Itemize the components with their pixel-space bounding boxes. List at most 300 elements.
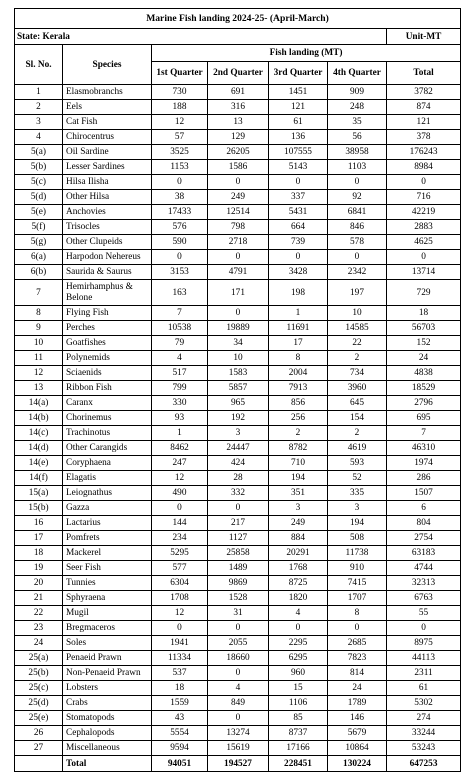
row-q2: 849 <box>208 696 269 711</box>
row-q4: 8 <box>328 606 387 621</box>
row-q1: 0 <box>152 501 208 516</box>
row-q3: 20291 <box>269 546 328 561</box>
row-sl-no: 9 <box>15 321 63 336</box>
row-q2: 171 <box>208 280 269 306</box>
row-q4: 0 <box>328 250 387 265</box>
row-q1: 188 <box>152 100 208 115</box>
table-row <box>15 606 461 621</box>
row-q4: 154 <box>328 411 387 426</box>
row-q2: 0 <box>208 621 269 636</box>
row-total: 18 <box>387 306 461 321</box>
row-q3: 8 <box>269 351 328 366</box>
row-q4: 814 <box>328 666 387 681</box>
table-row <box>15 381 461 396</box>
row-total: 716 <box>387 190 461 205</box>
row-species: Polynemids <box>63 351 152 366</box>
row-q4: 52 <box>328 471 387 486</box>
row-q1: 3525 <box>152 145 208 160</box>
table-row <box>15 321 461 336</box>
row-sl-no: 2 <box>15 100 63 115</box>
row-q1: 0 <box>152 621 208 636</box>
row-q1: 576 <box>152 220 208 235</box>
row-species: Leiognathus <box>63 486 152 501</box>
row-total: 4744 <box>387 561 461 576</box>
row-species: Lobsters <box>63 681 152 696</box>
row-q3: 0 <box>269 250 328 265</box>
row-q2: 2055 <box>208 636 269 651</box>
row-q3: 337 <box>269 190 328 205</box>
table-row <box>15 681 461 696</box>
row-q1: 330 <box>152 396 208 411</box>
row-q3: 8725 <box>269 576 328 591</box>
row-q4: 2342 <box>328 265 387 280</box>
row-q4: 6841 <box>328 205 387 220</box>
row-species: Chorinemus <box>63 411 152 426</box>
table-row <box>15 85 461 100</box>
row-q2: 965 <box>208 396 269 411</box>
row-q1: 7 <box>152 306 208 321</box>
fish-landing-table <box>14 8 461 772</box>
row-species: Eels <box>63 100 152 115</box>
row-q3: 256 <box>269 411 328 426</box>
row-q3: 1820 <box>269 591 328 606</box>
row-species: Cephalopods <box>63 726 152 741</box>
row-q1: 799 <box>152 381 208 396</box>
table-row <box>15 501 461 516</box>
row-total: 32313 <box>387 576 461 591</box>
row-total: 804 <box>387 516 461 531</box>
row-q4: 5679 <box>328 726 387 741</box>
table-row <box>15 100 461 115</box>
table-row <box>15 696 461 711</box>
row-q1: 8462 <box>152 441 208 456</box>
row-q2: 0 <box>208 175 269 190</box>
table-row <box>15 190 461 205</box>
row-sl-no: 12 <box>15 366 63 381</box>
row-total: 274 <box>387 711 461 726</box>
row-q3: 15 <box>269 681 328 696</box>
row-sl-no: 5(a) <box>15 145 63 160</box>
row-q3: 198 <box>269 280 328 306</box>
row-total: 7 <box>387 426 461 441</box>
row-q4: 146 <box>328 711 387 726</box>
row-species: Bregmaceros <box>63 621 152 636</box>
header-species: Species <box>63 45 152 85</box>
header-q4: 4th Quarter <box>328 62 387 85</box>
row-species: Lactarius <box>63 516 152 531</box>
row-total: 3782 <box>387 85 461 100</box>
fish-landing-report <box>14 8 460 772</box>
row-q1: 79 <box>152 336 208 351</box>
table-row <box>15 711 461 726</box>
row-sl-no: 5(c) <box>15 175 63 190</box>
row-total: 0 <box>387 175 461 190</box>
total-row-label: Total <box>63 756 152 772</box>
row-q1: 12 <box>152 115 208 130</box>
table-row <box>15 145 461 160</box>
row-q1: 12 <box>152 471 208 486</box>
row-species: Pomfrets <box>63 531 152 546</box>
row-species: Hemirhamphus & Belone <box>63 280 152 306</box>
table-row <box>15 235 461 250</box>
row-total: 378 <box>387 130 461 145</box>
row-species: Lesser Sardines <box>63 160 152 175</box>
table-row <box>15 726 461 741</box>
row-q2: 19889 <box>208 321 269 336</box>
table-title: Marine Fish landing 2024-25- (April-March) <box>15 9 461 29</box>
row-total: 42219 <box>387 205 461 220</box>
row-q3: 2295 <box>269 636 328 651</box>
row-species: Gazza <box>63 501 152 516</box>
row-species: Sciaenids <box>63 366 152 381</box>
row-q1: 18 <box>152 681 208 696</box>
row-q1: 5295 <box>152 546 208 561</box>
table-row <box>15 205 461 220</box>
row-total: 729 <box>387 280 461 306</box>
row-q2: 25858 <box>208 546 269 561</box>
row-total: 8975 <box>387 636 461 651</box>
row-sl-no: 5(f) <box>15 220 63 235</box>
table-row <box>15 366 461 381</box>
row-q1: 144 <box>152 516 208 531</box>
header-q3: 3rd Quarter <box>269 62 328 85</box>
row-q4: 1707 <box>328 591 387 606</box>
row-q3: 664 <box>269 220 328 235</box>
total-row-blank <box>15 756 63 772</box>
table-row <box>15 411 461 426</box>
row-species: Cat Fish <box>63 115 152 130</box>
row-q2: 4 <box>208 681 269 696</box>
row-sl-no: 1 <box>15 85 63 100</box>
row-species: Trisocles <box>63 220 152 235</box>
row-q2: 26205 <box>208 145 269 160</box>
table-row <box>15 636 461 651</box>
row-sl-no: 5(g) <box>15 235 63 250</box>
header-q1: 1st Quarter <box>152 62 208 85</box>
row-species: Flying Fish <box>63 306 152 321</box>
row-q4: 734 <box>328 366 387 381</box>
row-q3: 7913 <box>269 381 328 396</box>
row-q4: 335 <box>328 486 387 501</box>
row-total: 6763 <box>387 591 461 606</box>
row-q2: 10 <box>208 351 269 366</box>
row-total: 4625 <box>387 235 461 250</box>
row-q2: 13274 <box>208 726 269 741</box>
row-species: Crabs <box>63 696 152 711</box>
row-sl-no: 3 <box>15 115 63 130</box>
row-q3: 884 <box>269 531 328 546</box>
row-q4: 56 <box>328 130 387 145</box>
row-q3: 107555 <box>269 145 328 160</box>
row-q2: 13 <box>208 115 269 130</box>
row-q3: 136 <box>269 130 328 145</box>
row-species: Other Clupeids <box>63 235 152 250</box>
row-total: 2754 <box>387 531 461 546</box>
row-q1: 57 <box>152 130 208 145</box>
row-q1: 537 <box>152 666 208 681</box>
row-q3: 351 <box>269 486 328 501</box>
row-sl-no: 6(b) <box>15 265 63 280</box>
row-sl-no: 21 <box>15 591 63 606</box>
row-q2: 28 <box>208 471 269 486</box>
row-total: 8984 <box>387 160 461 175</box>
row-q4: 197 <box>328 280 387 306</box>
table-row <box>15 621 461 636</box>
table-row <box>15 220 461 235</box>
row-sl-no: 25(d) <box>15 696 63 711</box>
row-q2: 1528 <box>208 591 269 606</box>
row-total: 121 <box>387 115 461 130</box>
row-q3: 3 <box>269 501 328 516</box>
row-total: 61 <box>387 681 461 696</box>
table-row <box>15 115 461 130</box>
row-q2: 0 <box>208 501 269 516</box>
row-species: Ribbon Fish <box>63 381 152 396</box>
row-q2: 34 <box>208 336 269 351</box>
row-species: Non-Penaeid Prawn <box>63 666 152 681</box>
row-q2: 798 <box>208 220 269 235</box>
total-grand: 647253 <box>387 756 461 772</box>
row-total: 53243 <box>387 741 461 756</box>
row-q1: 3153 <box>152 265 208 280</box>
row-q3: 710 <box>269 456 328 471</box>
row-total: 44113 <box>387 651 461 666</box>
row-q4: 92 <box>328 190 387 205</box>
row-q2: 0 <box>208 711 269 726</box>
table-row <box>15 561 461 576</box>
row-sl-no: 15(b) <box>15 501 63 516</box>
row-sl-no: 6(a) <box>15 250 63 265</box>
row-q1: 490 <box>152 486 208 501</box>
row-q2: 5857 <box>208 381 269 396</box>
row-q4: 578 <box>328 235 387 250</box>
row-total: 695 <box>387 411 461 426</box>
row-q4: 35 <box>328 115 387 130</box>
row-species: Coryphaena <box>63 456 152 471</box>
row-species: Elasmobranchs <box>63 85 152 100</box>
row-sl-no: 17 <box>15 531 63 546</box>
total-q2: 194527 <box>208 756 269 772</box>
row-q4: 10 <box>328 306 387 321</box>
row-q1: 9594 <box>152 741 208 756</box>
row-species: Hilsa Ilisha <box>63 175 152 190</box>
row-q1: 0 <box>152 250 208 265</box>
row-q3: 4 <box>269 606 328 621</box>
row-sl-no: 10 <box>15 336 63 351</box>
total-q4: 130224 <box>328 756 387 772</box>
row-total: 18529 <box>387 381 461 396</box>
row-total: 286 <box>387 471 461 486</box>
row-q1: 517 <box>152 366 208 381</box>
row-q4: 0 <box>328 175 387 190</box>
row-q1: 1559 <box>152 696 208 711</box>
row-q2: 24447 <box>208 441 269 456</box>
row-sl-no: 14(b) <box>15 411 63 426</box>
row-q2: 1127 <box>208 531 269 546</box>
table-row <box>15 396 461 411</box>
row-q4: 645 <box>328 396 387 411</box>
row-total: 2311 <box>387 666 461 681</box>
table-row <box>15 130 461 145</box>
row-q1: 38 <box>152 190 208 205</box>
row-sl-no: 7 <box>15 280 63 306</box>
row-q4: 1103 <box>328 160 387 175</box>
row-q3: 17166 <box>269 741 328 756</box>
row-q3: 739 <box>269 235 328 250</box>
row-q3: 6295 <box>269 651 328 666</box>
row-q3: 3428 <box>269 265 328 280</box>
row-q2: 15619 <box>208 741 269 756</box>
row-sl-no: 25(c) <box>15 681 63 696</box>
table-row <box>15 250 461 265</box>
row-sl-no: 25(e) <box>15 711 63 726</box>
row-q4: 2 <box>328 426 387 441</box>
row-species: Saurida & Saurus <box>63 265 152 280</box>
row-q3: 1768 <box>269 561 328 576</box>
row-q1: 10538 <box>152 321 208 336</box>
row-q3: 121 <box>269 100 328 115</box>
row-q4: 10864 <box>328 741 387 756</box>
header-total: Total <box>387 62 461 85</box>
table-row <box>15 456 461 471</box>
table-row <box>15 591 461 606</box>
row-q1: 247 <box>152 456 208 471</box>
row-q1: 17433 <box>152 205 208 220</box>
row-species: Tunnies <box>63 576 152 591</box>
row-q3: 5143 <box>269 160 328 175</box>
row-total: 2883 <box>387 220 461 235</box>
row-q1: 590 <box>152 235 208 250</box>
row-q2: 0 <box>208 306 269 321</box>
row-sl-no: 23 <box>15 621 63 636</box>
row-q1: 730 <box>152 85 208 100</box>
row-q1: 1153 <box>152 160 208 175</box>
row-q3: 1106 <box>269 696 328 711</box>
row-total: 4838 <box>387 366 461 381</box>
row-sl-no: 15(a) <box>15 486 63 501</box>
table-row <box>15 516 461 531</box>
row-q4: 7415 <box>328 576 387 591</box>
row-sl-no: 20 <box>15 576 63 591</box>
row-q3: 11691 <box>269 321 328 336</box>
row-q2: 1583 <box>208 366 269 381</box>
table-row <box>15 576 461 591</box>
row-q4: 3960 <box>328 381 387 396</box>
row-q2: 0 <box>208 250 269 265</box>
row-species: Anchovies <box>63 205 152 220</box>
row-species: Harpodon Nehereus <box>63 250 152 265</box>
row-q3: 61 <box>269 115 328 130</box>
row-sl-no: 8 <box>15 306 63 321</box>
row-species: Trachinotus <box>63 426 152 441</box>
row-q4: 22 <box>328 336 387 351</box>
row-q4: 909 <box>328 85 387 100</box>
row-q3: 5431 <box>269 205 328 220</box>
row-q3: 0 <box>269 621 328 636</box>
row-q2: 1489 <box>208 561 269 576</box>
row-total: 46310 <box>387 441 461 456</box>
row-species: Seer Fish <box>63 561 152 576</box>
row-q1: 4 <box>152 351 208 366</box>
row-q3: 85 <box>269 711 328 726</box>
row-q4: 248 <box>328 100 387 115</box>
row-q1: 11334 <box>152 651 208 666</box>
row-q4: 2685 <box>328 636 387 651</box>
row-total: 1974 <box>387 456 461 471</box>
row-q1: 0 <box>152 175 208 190</box>
row-species: Penaeid Prawn <box>63 651 152 666</box>
header-fish-landing: Fish landing (MT) <box>152 45 461 62</box>
row-q4: 38958 <box>328 145 387 160</box>
total-q3: 228451 <box>269 756 328 772</box>
header-q2: 2nd Quarter <box>208 62 269 85</box>
row-q1: 12 <box>152 606 208 621</box>
row-q4: 593 <box>328 456 387 471</box>
row-q2: 691 <box>208 85 269 100</box>
table-row <box>15 546 461 561</box>
header-sl-no: Sl. No. <box>15 45 63 85</box>
table-row <box>15 306 461 321</box>
row-q3: 856 <box>269 396 328 411</box>
row-q2: 1586 <box>208 160 269 175</box>
table-row <box>15 651 461 666</box>
row-species: Mugil <box>63 606 152 621</box>
row-q1: 577 <box>152 561 208 576</box>
table-body <box>15 85 461 756</box>
row-sl-no: 22 <box>15 606 63 621</box>
row-total: 1507 <box>387 486 461 501</box>
table-row <box>15 471 461 486</box>
row-q4: 7823 <box>328 651 387 666</box>
row-q4: 1789 <box>328 696 387 711</box>
row-species: Other Hilsa <box>63 190 152 205</box>
row-q4: 910 <box>328 561 387 576</box>
row-q2: 129 <box>208 130 269 145</box>
row-total: 55 <box>387 606 461 621</box>
row-species: Other Carangids <box>63 441 152 456</box>
row-species: Caranx <box>63 396 152 411</box>
table-row <box>15 486 461 501</box>
row-sl-no: 16 <box>15 516 63 531</box>
row-sl-no: 18 <box>15 546 63 561</box>
table-row <box>15 160 461 175</box>
row-sl-no: 26 <box>15 726 63 741</box>
row-species: Sphyraena <box>63 591 152 606</box>
row-sl-no: 14(f) <box>15 471 63 486</box>
row-q3: 249 <box>269 516 328 531</box>
row-sl-no: 11 <box>15 351 63 366</box>
row-sl-no: 5(e) <box>15 205 63 220</box>
row-total: 2796 <box>387 396 461 411</box>
row-q1: 93 <box>152 411 208 426</box>
row-q4: 2 <box>328 351 387 366</box>
row-q2: 9869 <box>208 576 269 591</box>
table-row <box>15 336 461 351</box>
state-label: State: Kerala <box>15 29 387 45</box>
row-q3: 960 <box>269 666 328 681</box>
row-sl-no: 14(a) <box>15 396 63 411</box>
row-q2: 424 <box>208 456 269 471</box>
row-q3: 2004 <box>269 366 328 381</box>
row-q2: 3 <box>208 426 269 441</box>
row-q4: 14585 <box>328 321 387 336</box>
row-total: 63183 <box>387 546 461 561</box>
row-species: Mackerel <box>63 546 152 561</box>
row-q2: 2718 <box>208 235 269 250</box>
row-q1: 1941 <box>152 636 208 651</box>
row-total: 13714 <box>387 265 461 280</box>
row-q2: 4791 <box>208 265 269 280</box>
